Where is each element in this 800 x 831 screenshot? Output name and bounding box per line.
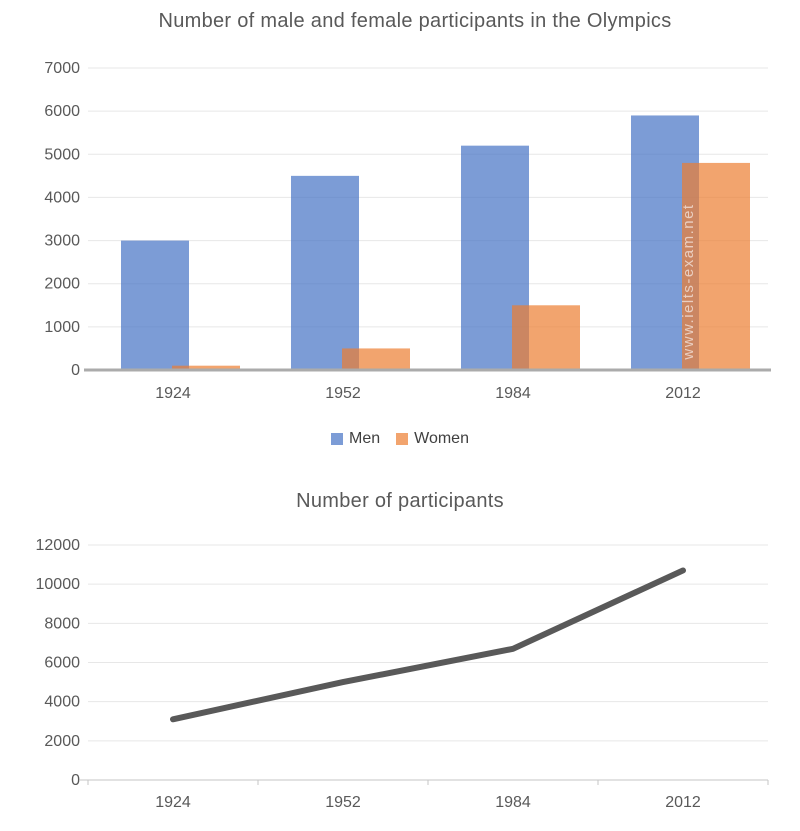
bar-chart-ytick-0: 0 bbox=[71, 362, 80, 379]
line-chart-ytick-6000: 6000 bbox=[44, 654, 80, 672]
bar-chart-ytick-7000: 7000 bbox=[44, 60, 80, 77]
legend-swatch-men bbox=[331, 433, 343, 445]
participants-total-line bbox=[173, 570, 683, 719]
bar-chart-xtick-1952: 1952 bbox=[325, 385, 361, 402]
legend-label-men: Men bbox=[349, 430, 381, 447]
line-chart-ytick-12000: 12000 bbox=[35, 537, 80, 554]
bar-women-1952 bbox=[342, 348, 410, 370]
bar-women-2012 bbox=[682, 163, 750, 370]
bar-chart-xtick-1984: 1984 bbox=[495, 385, 531, 402]
watermark-text: www.ielts-exam.net bbox=[680, 203, 697, 360]
bar-chart-xtick-2012: 2012 bbox=[665, 385, 701, 402]
line-chart-ytick-0: 0 bbox=[71, 772, 80, 789]
line-chart-xtick-1984: 1984 bbox=[495, 794, 531, 811]
bar-men-1924 bbox=[121, 241, 189, 370]
bar-chart-ytick-6000: 6000 bbox=[44, 103, 80, 121]
bar-chart-ytick-2000: 2000 bbox=[44, 275, 80, 293]
bar-chart-ytick-1000: 1000 bbox=[44, 318, 80, 336]
bar-chart-title: Number of male and female participants in the Olympics bbox=[158, 10, 672, 32]
legend-item-women bbox=[396, 430, 469, 448]
legend-label-women: Women bbox=[414, 430, 469, 447]
line-chart-ytick-4000: 4000 bbox=[44, 693, 80, 711]
line-chart-xtick-1924: 1924 bbox=[155, 794, 191, 811]
bar-chart-legend bbox=[0, 430, 800, 448]
line-chart-xtick-2012: 2012 bbox=[665, 794, 701, 811]
bar-chart-ytick-4000: 4000 bbox=[44, 189, 80, 207]
line-chart-title: Number of participants bbox=[296, 490, 504, 512]
legend-item-men bbox=[331, 430, 380, 448]
line-chart-ytick-2000: 2000 bbox=[44, 732, 80, 750]
line-chart-ytick-8000: 8000 bbox=[44, 615, 80, 633]
bar-men-1952 bbox=[291, 176, 359, 370]
line-chart-ytick-10000: 10000 bbox=[35, 576, 80, 594]
legend-swatch-women bbox=[396, 433, 408, 445]
bar-women-1984 bbox=[512, 305, 580, 370]
bar-chart-ytick-3000: 3000 bbox=[44, 232, 80, 250]
bar-chart-xtick-1924: 1924 bbox=[155, 385, 191, 402]
line-chart-xtick-1952: 1952 bbox=[325, 794, 361, 811]
bar-chart-ytick-5000: 5000 bbox=[44, 146, 80, 164]
